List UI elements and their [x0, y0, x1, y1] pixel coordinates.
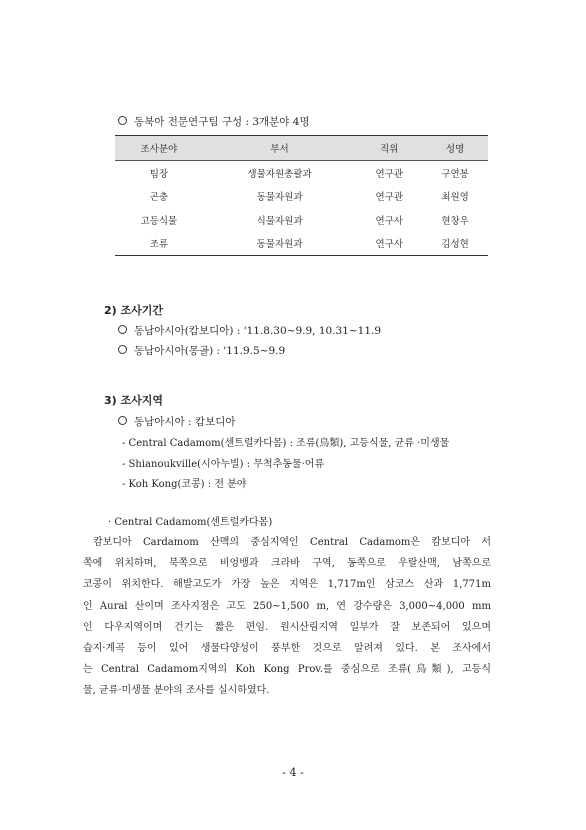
area-region-text: 동남아시아 : 캄보디아 — [134, 416, 236, 428]
cell-position: 연구사 — [375, 215, 404, 227]
period-item-text: 동남아시아(캄보디아) : '11.8.30∼9.9, 10.31∼11.9 — [134, 325, 382, 337]
cell-field: 조류 — [115, 232, 203, 256]
period-heading: 2) 조사기간 — [104, 304, 164, 317]
area-heading: 3) 조사지역 — [104, 394, 164, 407]
site-item: - Koh Kong(코콩) : 전 분야 — [122, 479, 247, 490]
area-region — [118, 414, 236, 429]
paragraph-line: 인 Aural 산이며 조사지점은 고도 250~1,500 m, 연 강수량은 3,000~4,000 mm — [83, 600, 491, 612]
cell-name: 현창우 — [441, 215, 469, 227]
cell-department: 동물자원과 — [203, 232, 357, 256]
table-row — [115, 161, 488, 185]
table-header-row — [115, 136, 488, 161]
cell-department: 생물자원총괄과 — [247, 168, 312, 180]
cell-field: 팀장 — [149, 168, 169, 180]
header-name: 성명 — [422, 136, 488, 161]
site-item: - Shianoukville(시아누빌) : 무척추동물·어류 — [122, 459, 325, 470]
circle-bullet-icon — [118, 116, 127, 125]
header-department: 부서 — [203, 136, 357, 161]
table-row — [115, 232, 488, 256]
paragraph-line: 코콩이 위치한다. 해발고도가 가장 높은 지역은 1,717m인 삼코스 산과 1,771m — [83, 579, 491, 591]
table-row — [115, 208, 488, 232]
circle-bullet-icon — [118, 345, 127, 354]
circle-bullet-icon — [118, 325, 127, 334]
period-item-text: 동남아시아(몽골) : '11.9.5∼9.9 — [134, 345, 286, 357]
cell-position: 연구관 — [375, 168, 404, 180]
paragraph-line: 습지·계곡 등이 있어 생물다양성이 풍부한 것으로 알려져 있다. 본 조사에서 — [83, 643, 491, 655]
cell-field: 곤충 — [149, 192, 169, 204]
period-item — [118, 323, 381, 338]
paragraph-line: 캄보디아 Cardamom 산맥의 중심지역인 Central Cadamom은 캄보디아 서 — [93, 537, 491, 548]
cell-department: 동물자원과 — [256, 192, 303, 204]
team-table — [115, 135, 488, 256]
team-intro-line — [118, 114, 310, 129]
cell-field: 고등식물 — [140, 215, 178, 227]
period-item — [118, 343, 285, 358]
paragraph-line: 쪽에 위치하며, 북쪽으로 비엉뱅과 크라바 구역, 동쪽으로 우랄산맥, 남쪽으로 — [83, 558, 491, 570]
cell-name: 구연봉 — [441, 168, 469, 180]
cardamom-heading: · Central Cadamom(센트럴카다몸) — [108, 517, 273, 528]
cardamom-paragraph — [83, 532, 491, 702]
circle-bullet-icon — [118, 416, 127, 425]
cell-department: 식물자원과 — [256, 215, 303, 227]
site-item: - Central Cadamom(센트럴카다몸) : 조류(鳥類), 고등식물, 균류 ·미생물 — [122, 438, 450, 449]
header-field: 조사분야 — [115, 136, 203, 161]
paragraph-line: 인 다우지역이며 건기는 짧은 편임. 원시산림지역 일부가 잘 보존되어 있으며 — [83, 621, 491, 633]
cell-name: 김성현 — [422, 232, 488, 256]
cell-name: 최원영 — [441, 192, 469, 204]
paragraph-line: 물, 균류·미생물 분야의 조사를 실시하였다. — [83, 685, 270, 697]
cell-position: 연구관 — [375, 192, 404, 204]
header-position: 직위 — [356, 136, 422, 161]
team-intro-text: 동북아 전문연구팀 구성 : 3개분야 4명 — [134, 116, 310, 128]
table-row — [115, 185, 488, 209]
page-number: - 4 - — [282, 766, 304, 779]
paragraph-line: 는 Central Cadamom지역의 Koh Kong Prov.를 중심으로 조류(鳥類), 고등식 — [83, 664, 491, 676]
cell-position: 연구사 — [356, 232, 422, 256]
